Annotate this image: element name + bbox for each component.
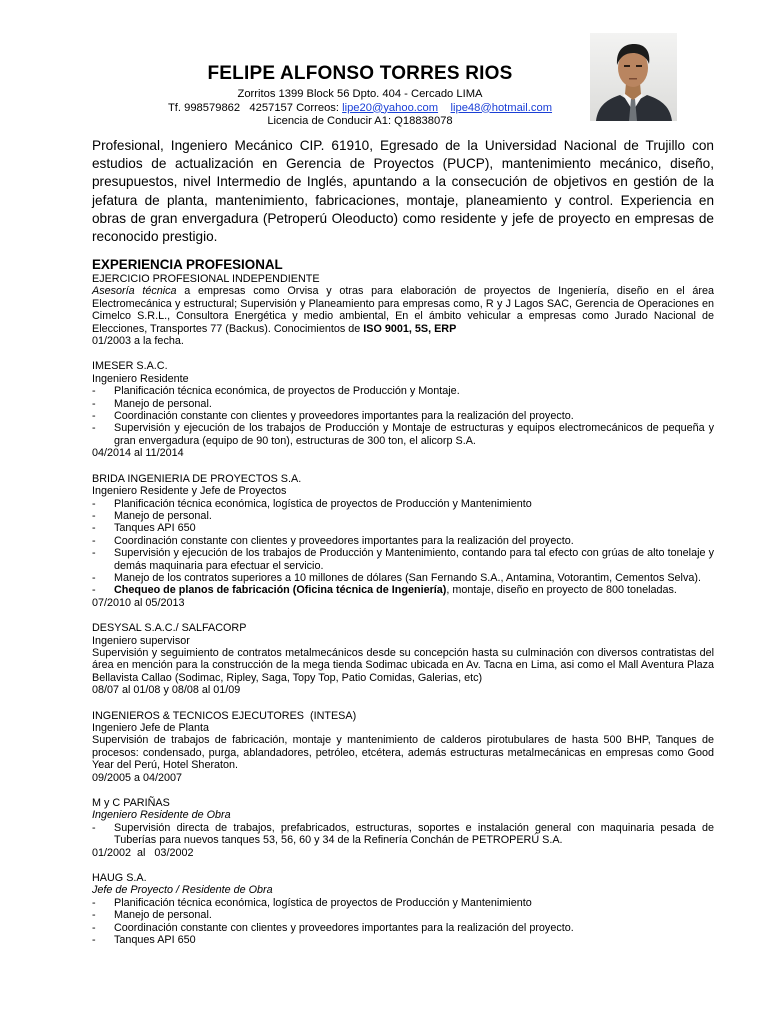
company: M y C PARIÑAS [92, 797, 170, 810]
list-item: - Manejo de personal. [92, 510, 714, 522]
list-item-rest: , montaje, diseño en proyecto de 800 toneladas. [446, 584, 677, 597]
email-link-1[interactable]: lipe20@yahoo.com [342, 101, 439, 114]
list-item: - Manejo de personal. [92, 398, 714, 410]
job-parinas [92, 797, 714, 859]
list-item: - Planificación técnica económica, logística de proyectos de Producción y Mantenimiento [92, 897, 714, 909]
list-item: - Supervisión y ejecución de los trabajos de Producción y Mantenimiento, contando para tal efecto con grúas de alto tonelaje y demás maquinaria para efectuar el servicio. [92, 547, 714, 572]
list-item: - Coordinación constante con clientes y proveedores importantes para la realización del proyecto. [92, 922, 714, 934]
job-dates: 07/2010 al 05/2013 [92, 596, 185, 609]
list-item-bold: Chequeo de planos de fabricación (Oficina técnica de Ingeniería) [114, 584, 447, 597]
address: Zorritos 1399 Block 56 Dpto. 404 - Cercado LIMA [237, 88, 483, 100]
list-item: - Coordinación constante con clientes y proveedores importantes para la realización del proyecto. [92, 410, 714, 422]
duties-list [92, 498, 714, 597]
company: EJERCICIO PROFESIONAL INDEPENDIENTE [92, 273, 320, 285]
list-item: - Manejo de los contratos superiores a 10 millones de dólares (San Fernando S.A., Antamina, Votorantim, Cementos Selva). [92, 572, 714, 584]
list-item: - Coordinación constante con clientes y proveedores importantes para la realización del proyecto. [92, 535, 714, 547]
job-brida [92, 473, 714, 609]
experience-section [92, 257, 714, 947]
job-haug [92, 872, 714, 946]
role: Jefe de Proyecto / Residente de Obra [92, 884, 273, 897]
job-independent [92, 273, 714, 347]
driver-license: Licencia de Conducir A1: Q18838078 [267, 115, 453, 127]
list-item: - Planificación técnica económica, de proyectos de Producción y Montaje. [92, 385, 714, 397]
list-item [92, 584, 714, 596]
job-dates: 08/07 al 01/08 y 08/08 al 01/09 [92, 684, 241, 697]
job-intesa [92, 710, 714, 784]
company: IMESER S.A.C. [92, 360, 168, 373]
company: INGENIEROS & TECNICOS EJECUTORES (INTESA) [92, 709, 357, 722]
job-dates: 09/2005 a 04/2007 [92, 771, 183, 784]
role: Ingeniero Residente [92, 372, 189, 385]
job-desysal [92, 622, 714, 696]
contact-line [90, 102, 630, 116]
profile-photo [590, 33, 677, 121]
list-item: - Manejo de personal. [92, 909, 714, 921]
cv-header [90, 62, 630, 129]
professional-summary: Profesional, Ingeniero Mecánico CIP. 61910, Egresado de la Universidad Nacional de Trujillo con estudios de actualización en Gerencia de Proyectos (PUCP), mantenimiento mecánico, diseño, presupuestos, nivel Intermedio de Inglés, apuntando a la consecución de objetivos en gestión de la jefatura de planta, mantenimiento, fabricaciones, montaje, planeamiento y control. Experiencia en obras de gran envergadura (Petroperú Oleoducto) como residente y jefe de proyecto en empresas de reconocido prestigio. [92, 138, 714, 245]
role: Asesoría técnica [92, 285, 177, 298]
list-item: - Planificación técnica económica, logística de proyectos de Producción y Mantenimiento [92, 498, 714, 510]
duties-list [92, 385, 714, 447]
role: Ingeniero supervisor [92, 634, 190, 647]
company: DESYSAL S.A.C./ SALFACORP [92, 622, 247, 635]
job-imeser [92, 360, 714, 459]
role: Ingeniero Residente de Obra [92, 809, 231, 822]
job-description: Supervisión de trabajos de fabricación, montaje y mantenimiento de calderos pirotubulares de hasta 500 BHP, Tanques de procesos: condensado, purga, ablandadores, petróleo, etcétera, además estructuras metalmecánicas en empresas como Good Year del Perú, Hotel Sheraton. [92, 734, 714, 772]
company: BRIDA INGENIERIA DE PROYECTOS S.A. [92, 472, 302, 485]
job-dates: 01/2003 a la fecha. [92, 335, 184, 348]
role: Ingeniero Residente y Jefe de Proyectos [92, 485, 287, 498]
duties-list [92, 897, 714, 947]
list-item: - Tanques API 650 [92, 522, 714, 534]
experience-title: EXPERIENCIA PROFESIONAL [92, 257, 283, 272]
role: Ingeniero Jefe de Planta [92, 722, 210, 734]
job-description: Supervisión y seguimiento de contratos metalmecánicos desde su concepción hasta su culminación con diversos contratistas del área en mención para la construcción de la mega tienda Sodimac ubicada en Av. Tacna en Lima, asi como el Mall Aventura Plaza Bellavista Callao (Sodimac, Ripley, Saga, Topy Top, Patio Comidas, Galerias, etc) [92, 646, 714, 684]
duties-list [92, 822, 714, 847]
desc-text: a empresas como Orvisa y otras para elaboración de proyectos de Ingeniería, diseño en el área Electromecánica y estructural; Supervisión y Planeamiento para empresas como, R y J Lagos SAC, Gerencia de Operaciones en Cimelco S.R.L., Consultora Energética y medio ambiental, En el ámbito vehicular a empresas como Jurado Nacional de Elecciones, Transportes 77 (Backus). Conocimientos de [92, 285, 714, 335]
candidate-name: FELIPE ALFONSO TORRES RIOS [207, 63, 513, 84]
job-description [92, 285, 714, 335]
job-dates: 01/2002 al 03/2002 [92, 846, 194, 859]
phones: Tf. 998579862 4257157 Correos: [167, 101, 339, 114]
list-item: - Supervisión directa de trabajos, prefabricados, estructuras, soportes e instalación general con maquinaria pesada de Tuberías para nuevos tanques 53, 56, 60 y 34 de la Refinería Conchán de PETROPERÚ S.A. [92, 822, 714, 847]
company: HAUG S.A. [92, 872, 147, 885]
list-item: - Tanques API 650 [92, 934, 714, 946]
job-dates: 04/2014 al 11/2014 [92, 447, 184, 460]
desc-bold: ISO 9001, 5S, ERP [363, 322, 457, 335]
email-link-2[interactable]: lipe48@hotmail.com [450, 101, 553, 114]
list-item: - Supervisión y ejecución de los trabajos de Producción y Montaje de estructuras y equipos electromecánicos de pequeña y gran envergadura (equipo de 90 ton), estructuras de 300 ton, el alicorp S.A. [92, 422, 714, 447]
